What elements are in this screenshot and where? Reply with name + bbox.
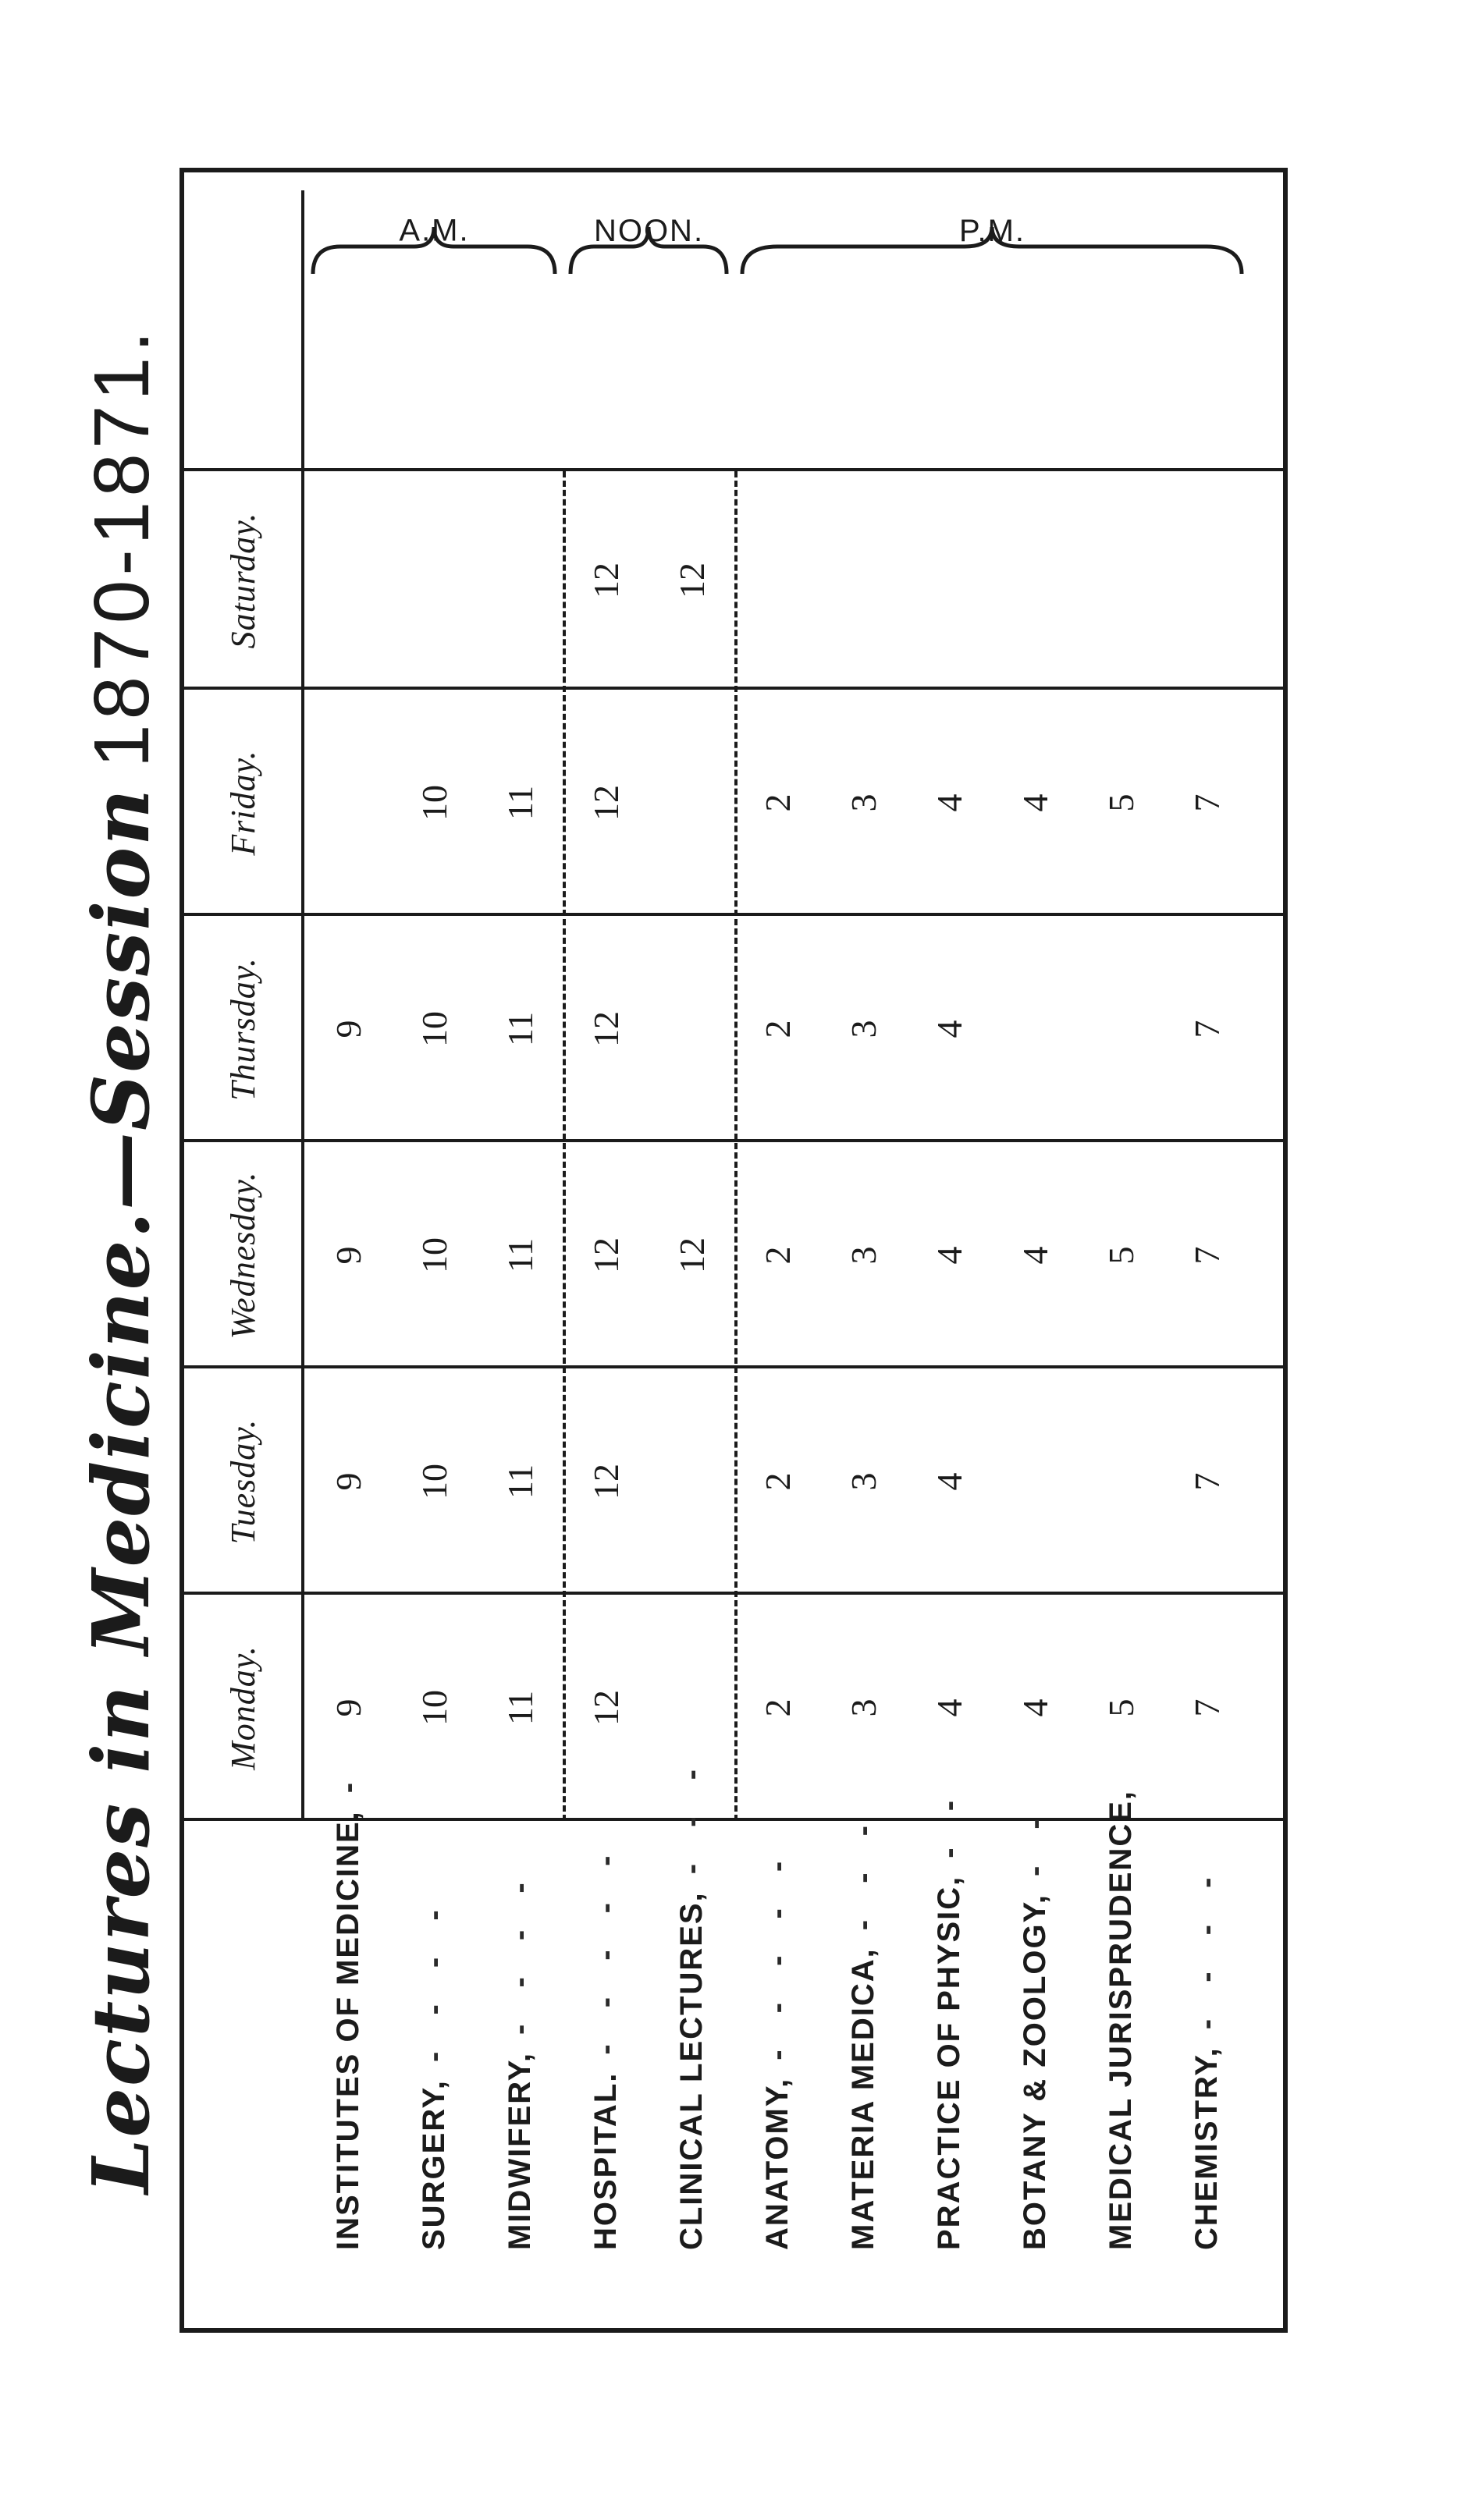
- hour-cell: 2: [757, 1472, 798, 1491]
- hour-cell: 12: [585, 1011, 626, 1047]
- day-header-monday: Monday.: [223, 1645, 262, 1770]
- hour-cell: 3: [843, 1020, 883, 1038]
- subject-label: INSTITUTES OF MEDICINE, -: [330, 1768, 365, 2250]
- am-label: A.M.: [398, 213, 470, 248]
- hour-cell: 7: [1186, 1698, 1227, 1717]
- hour-cell: 7: [1186, 1472, 1227, 1491]
- hour-cell: 4: [929, 1020, 969, 1038]
- subject-label: HOSPITAL. - - - - -: [588, 1841, 623, 2250]
- hour-cell: 2: [757, 1698, 798, 1717]
- hour-cell: 2: [757, 1246, 798, 1265]
- hour-cell: 10: [414, 1011, 454, 1047]
- hour-cell: 12: [585, 563, 626, 598]
- subject-label: MEDICAL JURISPRUDENCE,: [1103, 1790, 1138, 2250]
- hour-cell: [734, 471, 820, 690]
- title-year: 1870-1871.: [78, 326, 165, 768]
- hour-cell: 5: [1100, 1698, 1141, 1717]
- hour-cell: 10: [414, 1237, 454, 1273]
- hour-cell: 9: [328, 1698, 368, 1717]
- hour-cell: 12: [585, 1690, 626, 1726]
- hour-cell: [1078, 471, 1164, 690]
- hour-cell: 7: [1186, 1020, 1227, 1038]
- subject-label: MIDWIFERY, - - - -: [502, 1869, 537, 2250]
- hour-cell: [992, 471, 1078, 690]
- hour-cell: 11: [499, 1690, 540, 1726]
- hour-cell: [649, 690, 734, 916]
- day-header-thursday: Thursday.: [223, 957, 262, 1101]
- hour-cell: 10: [414, 1464, 454, 1500]
- hour-cell: [649, 916, 734, 1142]
- hour-cell: [477, 471, 563, 690]
- hour-cell: 9: [328, 1020, 368, 1038]
- hour-cell: 4: [1015, 1698, 1055, 1717]
- subject-label: MATERIA MEDICA, - - -: [845, 1812, 880, 2250]
- hour-cell: 5: [1100, 793, 1141, 812]
- hour-cell: [992, 916, 1078, 1142]
- schedule-table: [180, 168, 1288, 2333]
- hour-cell: 10: [414, 785, 454, 821]
- subject-label: SURGERY, - - - -: [416, 1896, 451, 2250]
- hour-cell: 10: [414, 1690, 454, 1726]
- day-header-wednesday: Wednesday.: [223, 1171, 262, 1340]
- hour-cell: 4: [1015, 793, 1055, 812]
- hour-cell: 9: [328, 1246, 368, 1265]
- hour-cell: 3: [843, 1698, 883, 1717]
- hour-cell: 3: [843, 1472, 883, 1491]
- hour-cell: 9: [328, 1472, 368, 1491]
- hour-cell: 12: [585, 1237, 626, 1273]
- day-header-friday: Friday.: [223, 750, 262, 856]
- hour-cell: 12: [671, 563, 712, 598]
- subject-label: CLINICAL LECTURES, - - -: [674, 1755, 709, 2250]
- hour-cell: 11: [499, 1237, 540, 1273]
- hour-cell: [1078, 916, 1164, 1142]
- day-header-tuesday: Tuesday.: [223, 1418, 262, 1545]
- hour-cell: [1164, 471, 1249, 690]
- page-title: [74, 0, 169, 2520]
- title-text: Lectures in Medicine.—Session: [75, 787, 167, 2194]
- hour-cell: [906, 471, 992, 690]
- hour-cell: 3: [843, 1246, 883, 1265]
- hour-cell: 7: [1186, 1246, 1227, 1265]
- hour-cell: [992, 1368, 1078, 1595]
- hour-cell: [649, 1595, 734, 1821]
- hour-cell: [1078, 1368, 1164, 1595]
- hour-cell: 7: [1186, 793, 1227, 812]
- hour-cell: 11: [499, 785, 540, 821]
- noon-label: NOON.: [593, 213, 704, 248]
- pm-label: P.M.: [958, 213, 1025, 248]
- hour-cell: 4: [929, 793, 969, 812]
- hour-cell: 2: [757, 1020, 798, 1038]
- hour-cell: 4: [1015, 1246, 1055, 1265]
- subject-label: CHEMISTRY, - - - -: [1189, 1863, 1224, 2250]
- day-header-saturday: Saturday.: [223, 512, 262, 649]
- subject-label: BOTANY & ZOOLOGY, - -: [1017, 1805, 1052, 2250]
- hour-cell: 2: [757, 793, 798, 812]
- hour-cell: 4: [929, 1472, 969, 1491]
- hour-cell: [820, 471, 906, 690]
- hour-cell: 12: [671, 1237, 712, 1273]
- header-rule: [301, 190, 304, 1821]
- subject-label: PRACTICE OF PHYSIC, - -: [931, 1786, 966, 2250]
- hour-cell: 12: [585, 1464, 626, 1500]
- hour-cell: 5: [1100, 1246, 1141, 1265]
- hour-cell: 3: [843, 793, 883, 812]
- hour-cell: [305, 471, 391, 690]
- hour-cell: [305, 690, 391, 916]
- hour-cell: 12: [585, 785, 626, 821]
- subject-label: ANATOMY, - - - - -: [759, 1847, 794, 2250]
- hour-cell: 11: [499, 1464, 540, 1500]
- hour-cell: 11: [499, 1011, 540, 1047]
- hour-cell: [649, 1368, 734, 1595]
- hour-cell: 4: [929, 1246, 969, 1265]
- hour-cell: 4: [929, 1698, 969, 1717]
- hour-cell: [391, 471, 477, 690]
